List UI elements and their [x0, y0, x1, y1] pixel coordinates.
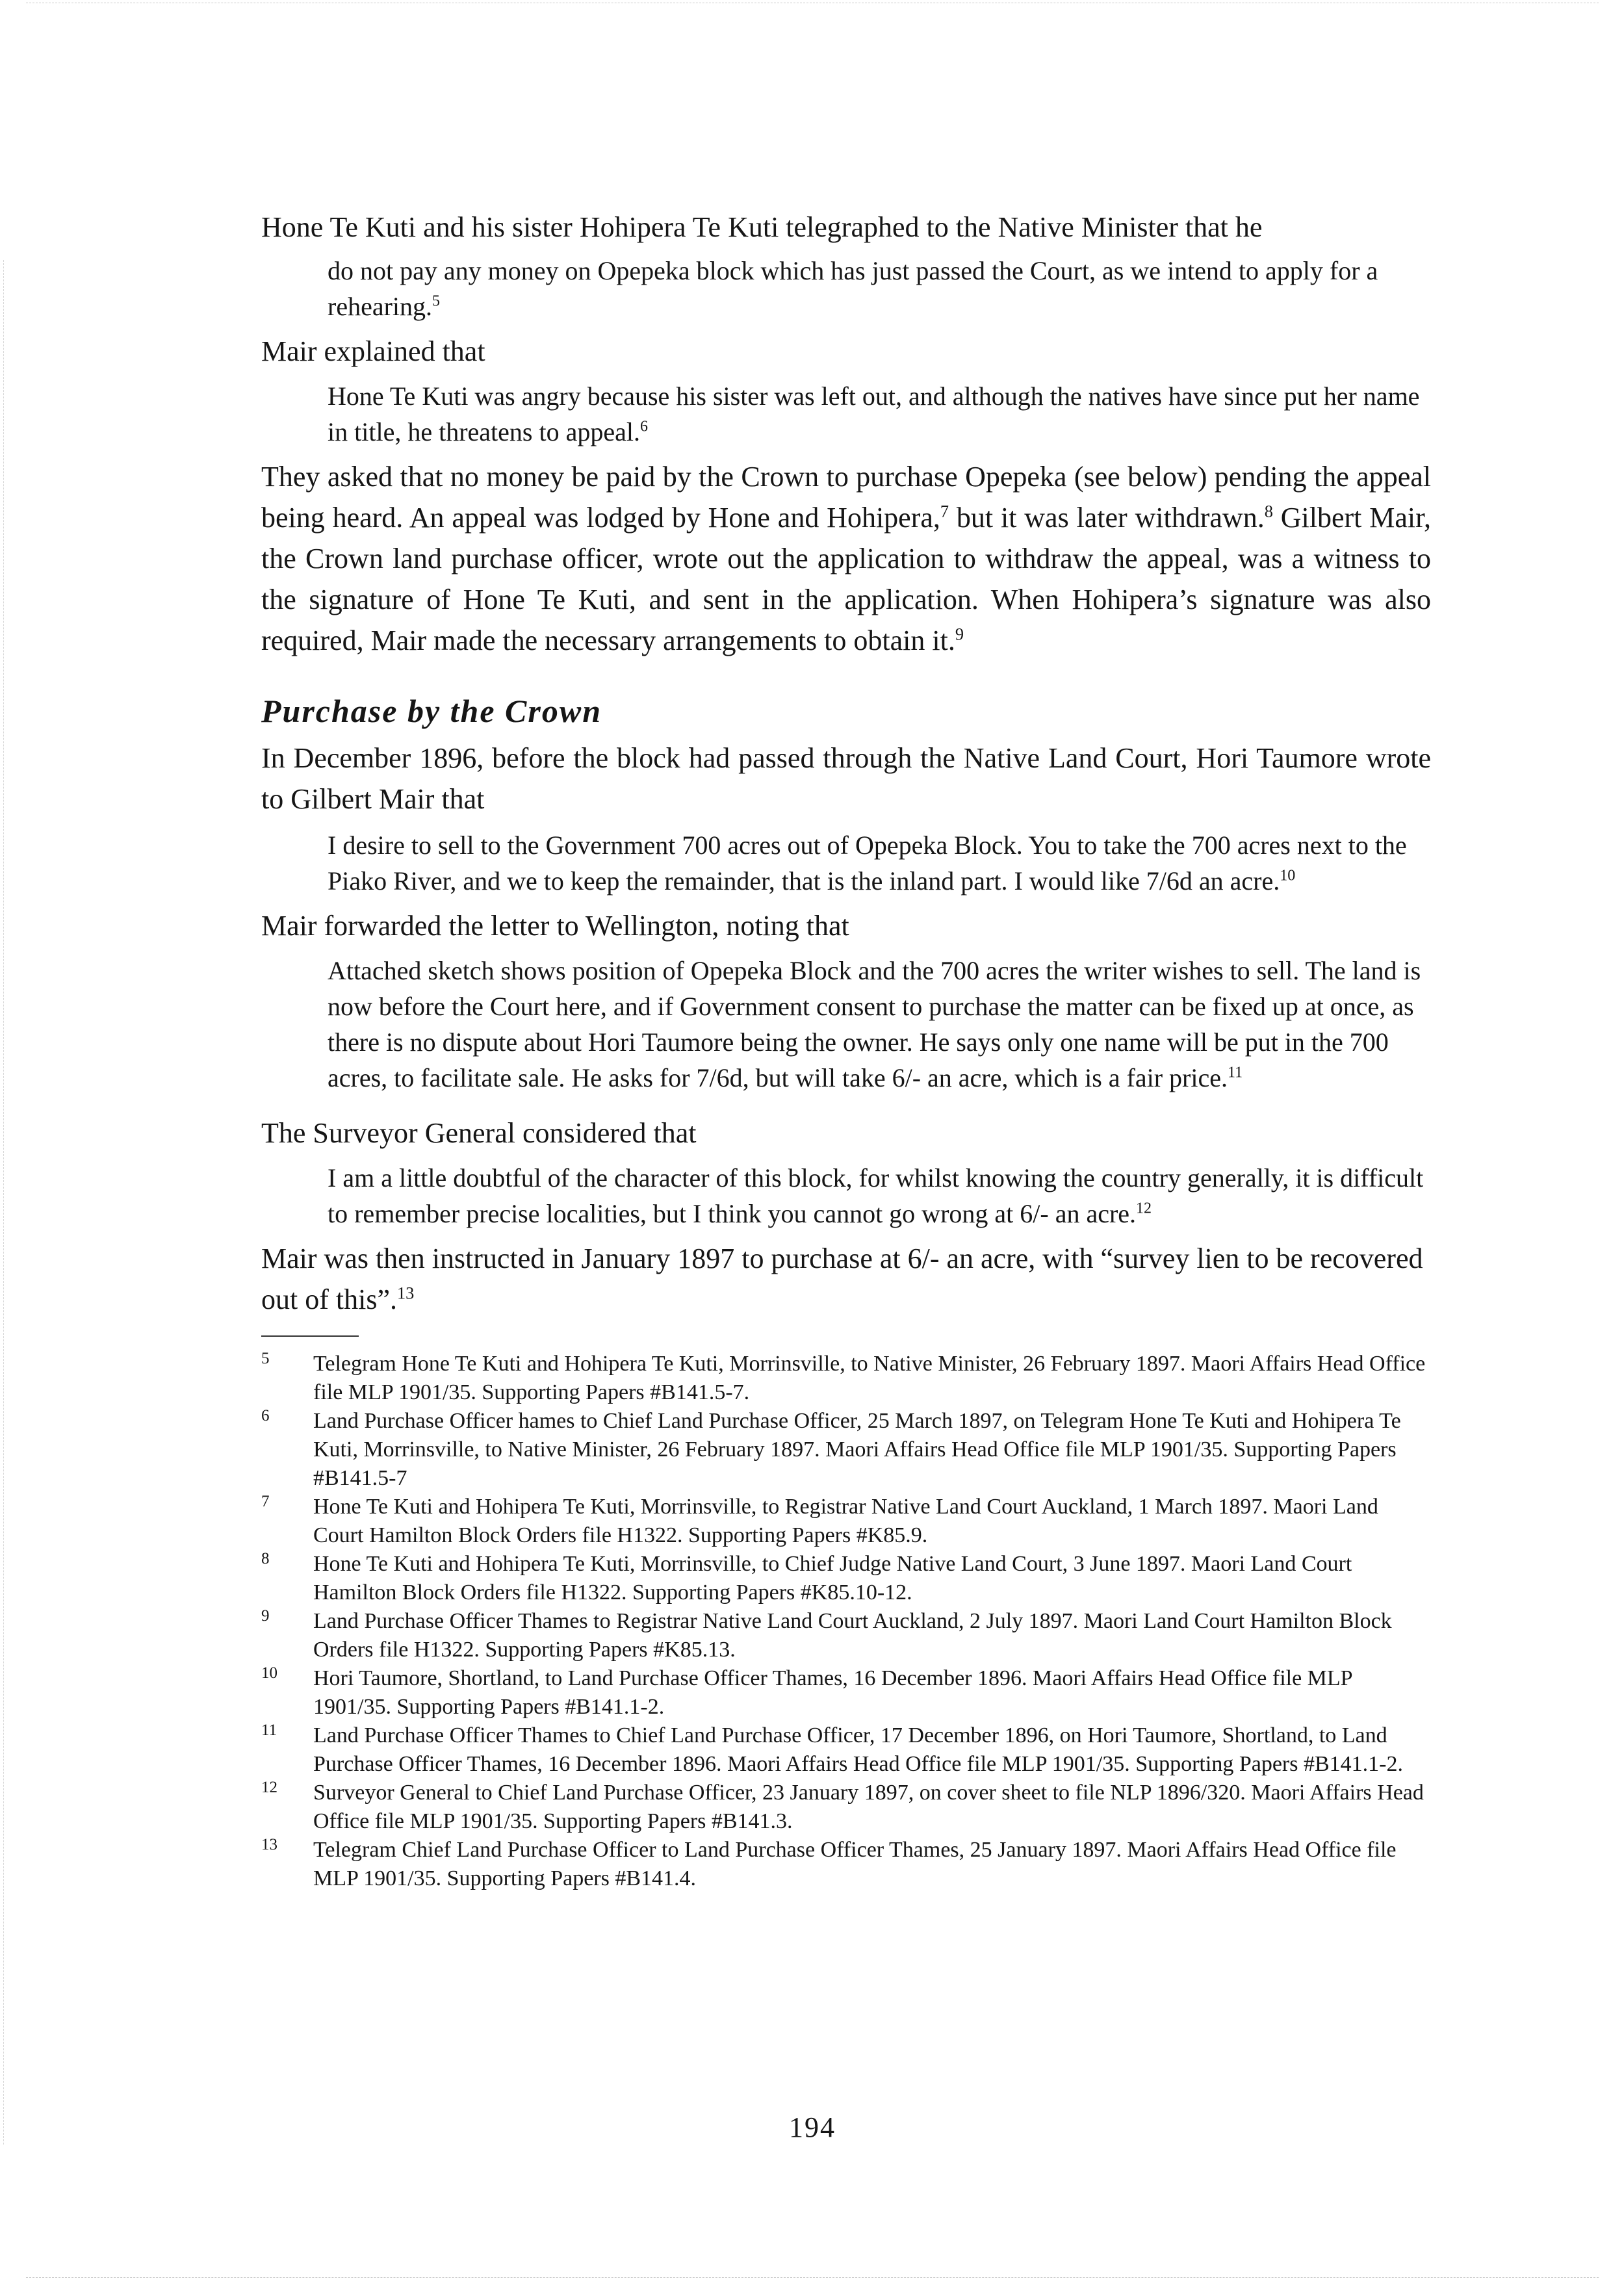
paragraph-text: Gilbert Mair, the Crown land purchase officer, wrote out the application to withdraw the appeal, was a witness to the signature of Hone Te Kuti, and sent in the application. When Hohipera’s signature was also required, Mair made the necessary arrangements to obtain it.	[261, 502, 1431, 656]
footnote-text: Telegram Hone Te Kuti and Hohipera Te Kuti, Morrinsville, to Native Minister, 26 February 1897. Maori Affairs Head Office file MLP 1901/35. Supporting Papers #B141.5-7.	[313, 1352, 1426, 1404]
paragraph-mair-explained	[261, 331, 1431, 372]
footnote	[261, 1779, 1431, 1836]
footnote-ref[interactable]: 11	[1228, 1064, 1243, 1081]
paragraph-text: Mair forwarded the letter to Wellington, noting that	[261, 910, 849, 942]
footnote-text: Surveyor General to Chief Land Purchase Officer, 23 January 1897, on cover sheet to file NLP 1896/320. Maori Affairs Head Office file MLP 1901/35. Supporting Papers #B141.3.	[313, 1781, 1424, 1833]
page-content	[261, 207, 1431, 1893]
footnote-number: 13	[261, 1836, 277, 1853]
footnotes-list	[261, 1350, 1431, 1893]
quote-text: I desire to sell to the Government 700 acres out of Opepeka Block. You to take the 700 acres next to the Piako River, and we to keep the remainder, that is the inland part. I would like 7/6d an acre.	[328, 831, 1407, 896]
footnote-ref[interactable]: 13	[396, 1283, 415, 1303]
paragraph-text: Mair explained that	[261, 335, 485, 367]
footnote-text: Hori Taumore, Shortland, to Land Purchase Officer Thames, 16 December 1896. Maori Affairs Head Office file MLP 1901/35. Supporting Papers #B141.1-2.	[313, 1666, 1352, 1719]
footnote-number: 5	[261, 1350, 270, 1367]
paragraph-text: They asked that no money be paid by the Crown to purchase Opepeka (see below) pending the appeal being heard. An appeal was lodged by Hone and Hohipera,	[261, 461, 1431, 534]
paragraph-appeal-withdrawn	[261, 456, 1431, 661]
footnote-text: Land Purchase Officer hames to Chief Land Purchase Officer, 25 March 1897, on Telegram Hone Te Kuti and Hohipera Te Kuti, Morrinsville, to Native Minister, 26 February 1897. Maori Affairs Head Office file MLP 1901/35. Supporting Papers #B141.5-7	[313, 1409, 1401, 1490]
footnote-separator	[261, 1335, 359, 1337]
quote-text: Hone Te Kuti was angry because his sister was left out, and although the natives have since put her name in title, he threatens to appeal.	[328, 381, 1420, 446]
paragraph-text: Mair was then instructed in January 1897 to purchase at 6/- an acre, with “survey lien to be recovered out of this”.	[261, 1243, 1423, 1315]
footnote-number: 8	[261, 1550, 270, 1567]
paragraph-mair-forwarded	[261, 905, 1431, 946]
footnote-text: Hone Te Kuti and Hohipera Te Kuti, Morrinsville, to Chief Judge Native Land Court, 3 June 1897. Maori Land Court Hamilton Block Orders file H1322. Supporting Papers #K85.10-12.	[313, 1552, 1352, 1604]
quote-text: I am a little doubtful of the character of this block, for whilst knowing the country generally, it is difficult to remember precise localities, but I think you cannot go wrong at 6/- an acre.	[328, 1163, 1424, 1228]
footnote-text: Land Purchase Officer Thames to Registrar Native Land Court Auckland, 2 July 1897. Maori Land Court Hamilton Block Orders file H1322. Supporting Papers #K85.13.	[313, 1609, 1392, 1662]
paragraph-text: but it was later withdrawn.	[949, 502, 1265, 534]
footnote	[261, 1493, 1431, 1550]
footnote	[261, 1836, 1431, 1893]
block-quote-appeal	[328, 378, 1431, 450]
footnote-ref[interactable]: 5	[432, 292, 441, 310]
footnote	[261, 1607, 1431, 1664]
paragraph-text: Hone Te Kuti and his sister Hohipera Te Kuti telegraphed to the Native Minister that he	[261, 211, 1263, 243]
block-quote-rehearing	[328, 253, 1431, 324]
paragraph-instructed	[261, 1238, 1431, 1320]
paragraph-text: In December 1896, before the block had passed through the Native Land Court, Hori Taumore wrote to Gilbert Mair that	[261, 742, 1431, 815]
footnote-ref[interactable]: 7	[940, 501, 949, 521]
footnote-number: 7	[261, 1493, 270, 1510]
footnote-number: 6	[261, 1407, 270, 1424]
footnote-number: 12	[261, 1779, 277, 1796]
footnote-ref[interactable]: 12	[1136, 1200, 1152, 1217]
paragraph-december-1896	[261, 738, 1431, 819]
block-quote-sketch	[328, 953, 1431, 1096]
paragraph-telegram-intro	[261, 207, 1431, 248]
paragraph-text: The Surveyor General considered that	[261, 1117, 697, 1149]
footnote-ref[interactable]: 8	[1264, 501, 1273, 521]
footnote-text: Land Purchase Officer Thames to Chief Land Purchase Officer, 17 December 1896, on Hori Taumore, Shortland, to Land Purchase Officer Thames, 16 December 1896. Maori Affairs Head Office file MLP 1901/35. Supporting Papers #B141.1-2.	[313, 1723, 1403, 1776]
page-edge-left	[3, 260, 4, 2145]
footnote-text: Telegram Chief Land Purchase Officer to Land Purchase Officer Thames, 25 January 1897. Maori Affairs Head Office file MLP 1901/35. Supporting Papers #B141.4.	[313, 1838, 1397, 1890]
block-quote-700-acres	[328, 827, 1431, 899]
block-quote-doubtful	[328, 1160, 1431, 1231]
footnote-number: 11	[261, 1721, 277, 1739]
paragraph-surveyor-general	[261, 1113, 1431, 1153]
footnote-ref[interactable]: 9	[955, 624, 964, 644]
footnote	[261, 1407, 1431, 1493]
footnote-ref[interactable]: 6	[639, 418, 648, 435]
footnote	[261, 1550, 1431, 1607]
page-number: 194	[789, 2111, 836, 2143]
quote-text: Attached sketch shows position of Opepeka Block and the 700 acres the writer wishes to sell. The land is now before the Court here, and if Government consent to purchase the matter can be fixed up at once, as there is no dispute about Hori Taumore being the owner. He says only one name will be put in the 700 acres, to facilitate sale. He asks for 7/6d, but will take 6/- an acre, which is a fair price.	[328, 956, 1421, 1092]
footnote-text: Hone Te Kuti and Hohipera Te Kuti, Morrinsville, to Registrar Native Land Court Auckland, 1 March 1897. Maori Land Court Hamilton Block Orders file H1322. Supporting Papers #K85.9.	[313, 1495, 1378, 1547]
section-heading: Purchase by the Crown	[261, 693, 602, 729]
footnote-ref[interactable]: 10	[1280, 867, 1296, 884]
footnote	[261, 1664, 1431, 1721]
footnote-number: 10	[261, 1664, 277, 1682]
footnote	[261, 1721, 1431, 1779]
footnote-number: 9	[261, 1607, 270, 1625]
page-edge-bottom	[26, 2277, 1599, 2278]
quote-text: do not pay any money on Opepeka block which has just passed the Court, as we intend to apply for a rehearing.	[328, 256, 1378, 321]
footnote	[261, 1350, 1431, 1407]
